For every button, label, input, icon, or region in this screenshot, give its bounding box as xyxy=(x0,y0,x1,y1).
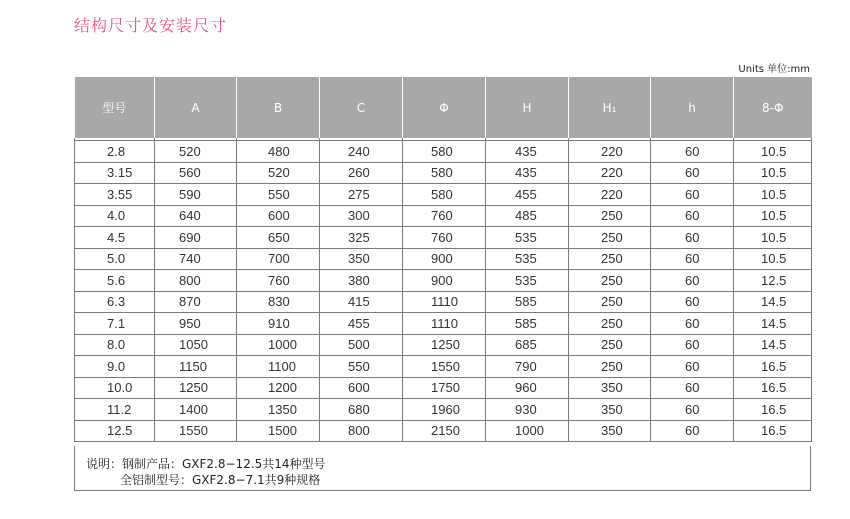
cell-small-h xyxy=(651,291,734,313)
cell-b xyxy=(237,270,320,292)
cell-value: 220 xyxy=(601,186,623,202)
cell-value: 380 xyxy=(348,272,370,288)
cell-value: 560 xyxy=(179,165,201,181)
cell-value: 960 xyxy=(515,380,537,396)
cell-value: 690 xyxy=(179,229,201,245)
cell-value: 14.5 xyxy=(761,294,787,310)
cell-value: 16.5 xyxy=(761,380,787,396)
cell-h xyxy=(486,205,569,227)
cell-value: 60 xyxy=(685,294,700,310)
cell-value: 640 xyxy=(179,208,201,224)
cell-h1 xyxy=(569,420,651,442)
cell-a xyxy=(155,420,237,442)
cell-value: 455 xyxy=(348,315,370,331)
header-h1: H₁ xyxy=(569,77,651,138)
cell-value: 220 xyxy=(601,165,623,181)
cell-value: 350 xyxy=(601,423,623,439)
cell-value: 1200 xyxy=(268,380,297,396)
cell-model xyxy=(75,399,155,421)
cell-phi xyxy=(403,377,486,399)
cell-a xyxy=(155,356,237,378)
cell-value: 10.5 xyxy=(761,165,787,181)
cell-value: 250 xyxy=(601,251,623,267)
cell-b xyxy=(237,227,320,249)
cell-value: 12.5 xyxy=(107,423,133,439)
cell-value: 800 xyxy=(179,272,201,288)
cell-c xyxy=(320,313,403,335)
cell-value: 60 xyxy=(685,423,700,439)
cell-h1 xyxy=(569,270,651,292)
note-box xyxy=(74,446,811,491)
cell-phi xyxy=(403,227,486,249)
cell-value: 1350 xyxy=(268,401,297,417)
cell-value: 60 xyxy=(685,208,700,224)
cell-value: 900 xyxy=(431,272,453,288)
cell-value: 60 xyxy=(685,229,700,245)
cell-value: 2.8 xyxy=(107,143,126,159)
cell-value: 10.5 xyxy=(761,208,787,224)
table-row xyxy=(75,377,812,399)
header-b: B xyxy=(237,77,320,138)
cell-small-h xyxy=(651,205,734,227)
header-phi: Φ xyxy=(403,77,486,138)
cell-value: 16.5 xyxy=(761,358,787,374)
cell-model xyxy=(75,291,155,313)
cell-value: 14.5 xyxy=(761,337,787,353)
cell-value: 60 xyxy=(685,165,700,181)
cell-h xyxy=(486,291,569,313)
cell-8-phi xyxy=(734,162,812,184)
cell-value: 1550 xyxy=(431,358,460,374)
table-row xyxy=(75,334,812,356)
cell-h1 xyxy=(569,313,651,335)
cell-phi xyxy=(403,205,486,227)
cell-b xyxy=(237,162,320,184)
cell-value: 740 xyxy=(179,251,201,267)
cell-value: 350 xyxy=(348,251,370,267)
cell-b xyxy=(237,399,320,421)
cell-small-h xyxy=(651,184,734,206)
cell-h xyxy=(486,248,569,270)
cell-value: 1110 xyxy=(431,315,458,331)
cell-value: 580 xyxy=(431,165,453,181)
cell-phi xyxy=(403,313,486,335)
cell-b xyxy=(237,420,320,442)
cell-a xyxy=(155,205,237,227)
cell-phi xyxy=(403,141,486,163)
cell-h xyxy=(486,420,569,442)
cell-c xyxy=(320,291,403,313)
cell-model xyxy=(75,141,155,163)
cell-model xyxy=(75,248,155,270)
cell-value: 60 xyxy=(685,380,700,396)
cell-value: 1500 xyxy=(268,423,297,439)
cell-h1 xyxy=(569,399,651,421)
cell-h1 xyxy=(569,377,651,399)
cell-c xyxy=(320,205,403,227)
cell-h1 xyxy=(569,334,651,356)
cell-phi xyxy=(403,399,486,421)
table-row xyxy=(75,356,812,378)
cell-8-phi xyxy=(734,313,812,335)
cell-value: 535 xyxy=(515,229,537,245)
cell-value: 790 xyxy=(515,358,537,374)
cell-value: 535 xyxy=(515,272,537,288)
cell-b xyxy=(237,248,320,270)
cell-value: 930 xyxy=(515,401,537,417)
cell-value: 435 xyxy=(515,165,537,181)
cell-value: 760 xyxy=(431,208,453,224)
cell-small-h xyxy=(651,313,734,335)
cell-model xyxy=(75,313,155,335)
cell-value: 1000 xyxy=(268,337,297,353)
cell-a xyxy=(155,141,237,163)
cell-value: 350 xyxy=(601,401,623,417)
cell-value: 500 xyxy=(348,337,370,353)
cell-value: 250 xyxy=(601,358,623,374)
cell-c xyxy=(320,356,403,378)
table-row xyxy=(75,420,812,442)
cell-h xyxy=(486,162,569,184)
header-c: C xyxy=(320,77,403,138)
cell-value: 16.5 xyxy=(761,423,787,439)
cell-value: 585 xyxy=(515,294,537,310)
note-line-steel: 说明：钢制产品：GXF2.8−12.5共14种型号 xyxy=(86,457,326,471)
cell-small-h xyxy=(651,162,734,184)
cell-value: 680 xyxy=(348,401,370,417)
table-body xyxy=(75,138,812,442)
cell-model xyxy=(75,356,155,378)
cell-value: 5.6 xyxy=(107,272,126,288)
dimensions-table xyxy=(74,77,812,442)
cell-value: 1110 xyxy=(431,294,458,310)
cell-small-h xyxy=(651,227,734,249)
cell-a xyxy=(155,313,237,335)
cell-h xyxy=(486,399,569,421)
cell-value: 3.55 xyxy=(107,186,133,202)
cell-value: 900 xyxy=(431,251,453,267)
cell-phi xyxy=(403,162,486,184)
cell-value: 435 xyxy=(515,143,537,159)
cell-small-h xyxy=(651,334,734,356)
cell-value: 250 xyxy=(601,315,623,331)
cell-c xyxy=(320,334,403,356)
table-row xyxy=(75,248,812,270)
cell-value: 250 xyxy=(601,229,623,245)
cell-c xyxy=(320,141,403,163)
cell-value: 480 xyxy=(268,143,290,159)
cell-h xyxy=(486,377,569,399)
cell-value: 580 xyxy=(431,186,453,202)
cell-value: 60 xyxy=(685,401,700,417)
cell-value: 1150 xyxy=(179,358,207,374)
header-h: H xyxy=(486,77,569,138)
cell-value: 250 xyxy=(601,337,623,353)
cell-value: 1400 xyxy=(179,401,208,417)
cell-a xyxy=(155,162,237,184)
cell-value: 60 xyxy=(685,358,700,374)
note-line-aluminum: 全铝制型号：GXF2.8−7.1共9种规格 xyxy=(120,473,321,487)
cell-value: 1750 xyxy=(431,380,460,396)
table-row xyxy=(75,205,812,227)
cell-8-phi xyxy=(734,227,812,249)
cell-small-h xyxy=(651,420,734,442)
cell-8-phi xyxy=(734,356,812,378)
cell-c xyxy=(320,420,403,442)
cell-model xyxy=(75,377,155,399)
cell-phi xyxy=(403,291,486,313)
table-row xyxy=(75,270,812,292)
cell-value: 830 xyxy=(268,294,290,310)
cell-value: 6.3 xyxy=(107,294,126,310)
cell-h xyxy=(486,141,569,163)
cell-b xyxy=(237,334,320,356)
cell-h1 xyxy=(569,162,651,184)
cell-8-phi xyxy=(734,420,812,442)
table-row xyxy=(75,162,812,184)
cell-value: 10.0 xyxy=(107,380,133,396)
cell-value: 8.0 xyxy=(107,337,126,353)
cell-phi xyxy=(403,184,486,206)
cell-value: 950 xyxy=(179,315,201,331)
cell-value: 10.5 xyxy=(761,251,787,267)
table-row xyxy=(75,399,812,421)
cell-value: 60 xyxy=(685,272,700,288)
cell-value: 7.1 xyxy=(107,315,126,331)
cell-value: 260 xyxy=(348,165,370,181)
cell-a xyxy=(155,399,237,421)
cell-value: 1250 xyxy=(431,337,460,353)
cell-h xyxy=(486,184,569,206)
cell-value: 520 xyxy=(268,165,290,181)
table-row xyxy=(75,141,812,163)
cell-b xyxy=(237,291,320,313)
cell-value: 4.0 xyxy=(107,208,126,224)
cell-h1 xyxy=(569,248,651,270)
cell-8-phi xyxy=(734,334,812,356)
cell-model xyxy=(75,270,155,292)
cell-h1 xyxy=(569,227,651,249)
cell-value: 760 xyxy=(268,272,290,288)
cell-a xyxy=(155,334,237,356)
cell-value: 10.5 xyxy=(761,143,787,159)
cell-value: 250 xyxy=(601,208,623,224)
cell-value: 550 xyxy=(268,186,290,202)
cell-8-phi xyxy=(734,248,812,270)
table-row xyxy=(75,291,812,313)
cell-value: 250 xyxy=(601,272,623,288)
cell-8-phi xyxy=(734,377,812,399)
cell-value: 685 xyxy=(515,337,537,353)
cell-8-phi xyxy=(734,141,812,163)
cell-phi xyxy=(403,420,486,442)
cell-value: 16.5 xyxy=(761,401,787,417)
cell-value: 650 xyxy=(268,229,290,245)
cell-value: 600 xyxy=(268,208,290,224)
cell-value: 585 xyxy=(515,315,537,331)
cell-a xyxy=(155,291,237,313)
cell-phi xyxy=(403,248,486,270)
cell-h xyxy=(486,334,569,356)
cell-value: 220 xyxy=(601,143,623,159)
cell-value: 11.2 xyxy=(107,401,132,417)
table-row xyxy=(75,184,812,206)
table-row xyxy=(75,227,812,249)
cell-c xyxy=(320,377,403,399)
cell-small-h xyxy=(651,248,734,270)
cell-value: 2150 xyxy=(431,423,460,439)
header-a: A xyxy=(155,77,237,138)
cell-value: 1000 xyxy=(515,423,544,439)
cell-small-h xyxy=(651,356,734,378)
cell-value: 870 xyxy=(179,294,201,310)
cell-value: 60 xyxy=(685,315,700,331)
cell-small-h xyxy=(651,399,734,421)
cell-value: 700 xyxy=(268,251,290,267)
cell-c xyxy=(320,248,403,270)
cell-small-h xyxy=(651,270,734,292)
cell-c xyxy=(320,184,403,206)
table-header-row xyxy=(75,77,812,138)
cell-h1 xyxy=(569,184,651,206)
cell-a xyxy=(155,248,237,270)
cell-value: 600 xyxy=(348,380,370,396)
cell-value: 14.5 xyxy=(761,315,787,331)
cell-c xyxy=(320,399,403,421)
cell-value: 535 xyxy=(515,251,537,267)
cell-value: 10.5 xyxy=(761,186,787,202)
cell-h xyxy=(486,313,569,335)
page-title: 结构尺寸及安装尺寸 xyxy=(74,16,228,35)
cell-value: 9.0 xyxy=(107,358,126,374)
cell-value: 1960 xyxy=(431,401,460,417)
cell-model xyxy=(75,162,155,184)
cell-8-phi xyxy=(734,184,812,206)
cell-value: 520 xyxy=(179,143,201,159)
cell-value: 910 xyxy=(268,315,290,331)
cell-value: 1550 xyxy=(179,423,208,439)
cell-value: 325 xyxy=(348,229,370,245)
cell-b xyxy=(237,184,320,206)
cell-value: 60 xyxy=(685,251,700,267)
cell-value: 250 xyxy=(601,294,623,310)
cell-h1 xyxy=(569,291,651,313)
cell-value: 10.5 xyxy=(761,229,787,245)
cell-value: 60 xyxy=(685,337,700,353)
header-8-phi: 8-Φ xyxy=(734,77,812,138)
cell-phi xyxy=(403,270,486,292)
cell-value: 590 xyxy=(179,186,201,202)
cell-c xyxy=(320,270,403,292)
cell-8-phi xyxy=(734,291,812,313)
cell-value: 1050 xyxy=(179,337,208,353)
units-label: Units 单位:mm xyxy=(738,64,810,75)
cell-value: 760 xyxy=(431,229,453,245)
cell-value: 1100 xyxy=(268,358,296,374)
cell-a xyxy=(155,227,237,249)
cell-small-h xyxy=(651,377,734,399)
cell-b xyxy=(237,356,320,378)
cell-value: 485 xyxy=(515,208,537,224)
cell-h xyxy=(486,356,569,378)
cell-8-phi xyxy=(734,270,812,292)
cell-c xyxy=(320,227,403,249)
cell-value: 60 xyxy=(685,186,700,202)
cell-b xyxy=(237,313,320,335)
header-small-h: h xyxy=(651,77,734,138)
cell-b xyxy=(237,377,320,399)
cell-model xyxy=(75,184,155,206)
cell-a xyxy=(155,377,237,399)
cell-value: 1250 xyxy=(179,380,208,396)
cell-8-phi xyxy=(734,399,812,421)
cell-value: 350 xyxy=(601,380,623,396)
cell-value: 4.5 xyxy=(107,229,126,245)
cell-h xyxy=(486,227,569,249)
cell-value: 580 xyxy=(431,143,453,159)
table-row xyxy=(75,313,812,335)
cell-value: 3.15 xyxy=(107,165,133,181)
cell-value: 5.0 xyxy=(107,251,126,267)
cell-small-h xyxy=(651,141,734,163)
cell-value: 60 xyxy=(685,143,700,159)
cell-h1 xyxy=(569,205,651,227)
cell-value: 800 xyxy=(348,423,370,439)
cell-a xyxy=(155,184,237,206)
cell-b xyxy=(237,141,320,163)
cell-model xyxy=(75,205,155,227)
cell-phi xyxy=(403,356,486,378)
cell-a xyxy=(155,270,237,292)
cell-model xyxy=(75,334,155,356)
cell-value: 240 xyxy=(348,143,370,159)
cell-c xyxy=(320,162,403,184)
cell-value: 12.5 xyxy=(761,272,787,288)
cell-model xyxy=(75,227,155,249)
cell-h1 xyxy=(569,356,651,378)
cell-value: 550 xyxy=(348,358,370,374)
cell-model xyxy=(75,420,155,442)
header-model: 型号 xyxy=(75,77,155,138)
cell-value: 415 xyxy=(348,294,370,310)
cell-value: 275 xyxy=(348,186,370,202)
cell-8-phi xyxy=(734,205,812,227)
cell-phi xyxy=(403,334,486,356)
cell-value: 300 xyxy=(348,208,370,224)
cell-h xyxy=(486,270,569,292)
cell-b xyxy=(237,205,320,227)
cell-value: 455 xyxy=(515,186,537,202)
cell-h1 xyxy=(569,141,651,163)
